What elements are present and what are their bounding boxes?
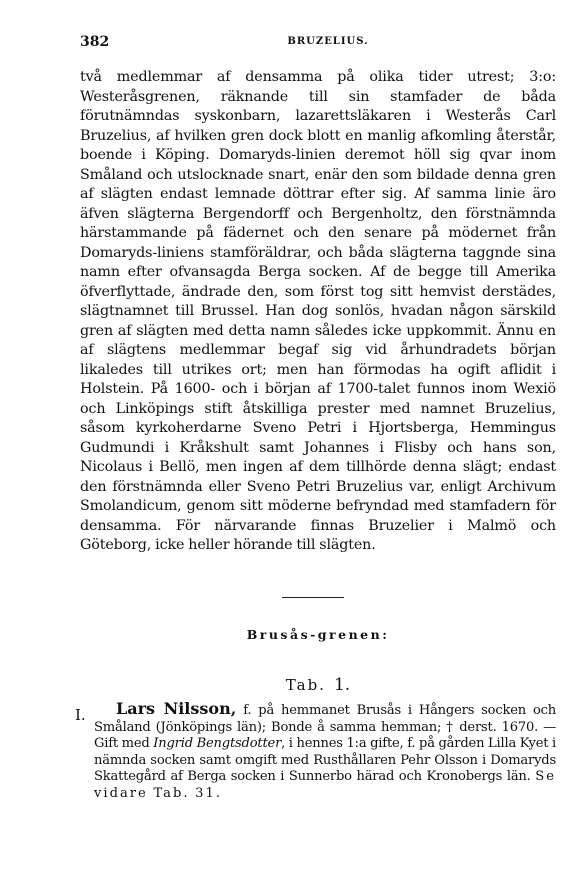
genealogy-entry: [94, 701, 556, 802]
entry-number: I.: [75, 706, 86, 724]
table-heading-number: 1.: [333, 675, 351, 695]
table-heading: [80, 675, 556, 695]
entry-text-2: , i hennes 1:a gifte, f. på gården Lilla Kyet i nämnda socken samt omgift med Rusthållaren Pehr Olsson i Domaryds Skattegård af Berga socken i Sunnerbo härad och Kronobergs län.: [94, 736, 556, 784]
entry-see-also: Se vidare Tab. 31.: [94, 769, 556, 801]
running-head: BRUZELIUS.: [287, 36, 369, 47]
section-divider: [282, 597, 344, 598]
table-heading-label: Tab.: [285, 676, 326, 694]
page-header: [80, 34, 556, 50]
entry-wife-name: Ingrid Bengtsdotter: [153, 736, 282, 751]
page-number: 382: [80, 34, 110, 50]
body-paragraph: två medlemmar af densamma på olika tider utrest; 3:o: Westeråsgrenen, räknande till sin stamfader de båda förutnämndas syskonbarn, lazarettsläkaren i Westerås Carl Bruzelius, af hvilken gren dock blott en manlig afkomling återstår, boende i Köping. Domaryds-linien deremot höll sig qvar inom Småland och utslocknade snart, enär den som bildade denna gren af slägten endast lemnade döttrar efter sig. Af samma linie äro äfven slägterna Bergendorff och Bergenholtz, den förstnämnda härstammande på fädernet och den senare på mödernet från Domaryds-liniens stamföräldrar, och båda slägterna taggnde sina namn efter ofvansagda Berga socken. Af de begge till Amerika öfverflyttade, ändrade den, som först tog sitt hemvist derstädes, slägtnamnet till Brussel. Han dog sonlös, hvadan någon särskild gren af slägten med detta namn således icke uppkommit. Ännu en af slägtens medlemmar begaf sig vid århundradets början likaledes till utrikes ort; men han förmodas ha ogift aflidit i Holstein. På 1600- och i början af 1700-talet funnos inom Wexiö och Linköpings stift åtskilliga prester med namnet Bruzelius, såsom kyrkoherdarne Sveno Petri i Hjortsberga, Hemmingus Gudmundi i Kråkshult samt Johannes i Flisby och hans son, Nicolaus i Bellö, men ingen af dem tillhörde denna slägt; endast den förstnämnda eller Sveno Petri Bruzelius var, enligt Archivum Smolandicum, genom sitt möderne befryndad med stamfadern för densamma. För närvarande finnas Bruzelier i Malmö och Göteborg, icke heller hörande till slägten.: [80, 69, 556, 553]
section-title: Brusås-grenen:: [246, 627, 390, 642]
body-text: [80, 68, 556, 556]
entry-text-1: f. på hemmanet Brusås i Hångers socken och Småland (Jönköpings län); Bonde å samma hemman; † derst. 1670. — Gift med: [94, 703, 556, 751]
entry-name: Lars Nilsson,: [116, 699, 237, 718]
